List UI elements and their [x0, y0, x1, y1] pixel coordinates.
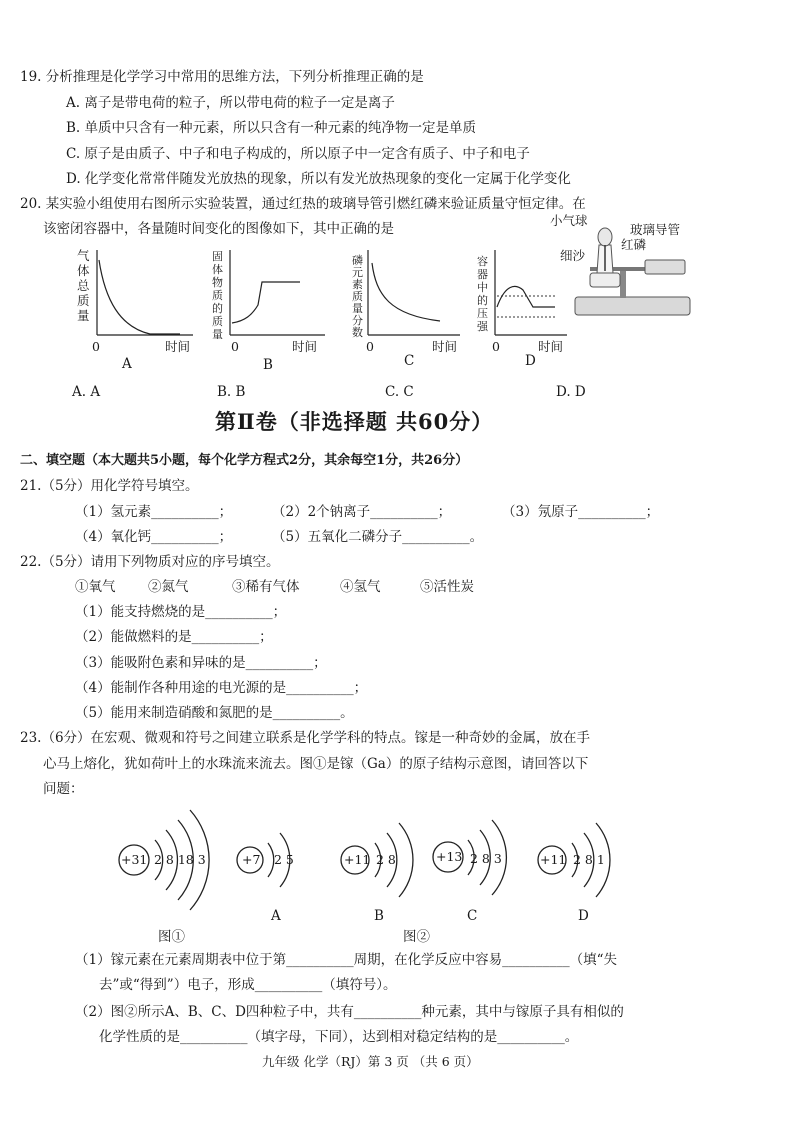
chart-b-letter: B — [263, 357, 273, 373]
atom-b-shells: 2 8 — [376, 852, 396, 867]
q23-sub1-line1: （1）镓元素在元素周期表中位于第__________周期，在化学反应中容易__________（填“失 — [75, 952, 617, 968]
q22-choice-2: ②氮气 — [148, 579, 189, 595]
atom-a-nucleus: +7 — [242, 852, 261, 867]
chart-d-xlabel: 时间 — [538, 339, 564, 354]
atom-b-letter: B — [374, 908, 384, 924]
q19-option-a: A. 离子是带电荷的粒子，所以带电荷的粒子一定是离子 — [66, 95, 395, 111]
q22-item2: （2）能做燃料的是__________； — [75, 629, 273, 645]
q22-choice-1: ①氧气 — [75, 579, 116, 595]
q23-stem-line2: 心马上熔化，犹如荷叶上的水珠流来流去。图①是镓（Ga）的原子结构示意图，请回答以下 — [43, 756, 589, 772]
q20-answer-b: B. B — [217, 384, 246, 400]
q22-choice-3: ③稀有气体 — [232, 579, 300, 595]
q21-item2: （2）2个钠离子__________； — [272, 504, 452, 520]
q19-option-b: B. 单质中只含有一种元素，所以只含有一种元素的纯净物一定是单质 — [66, 120, 477, 136]
atom-d-nucleus: +11 — [540, 852, 567, 867]
q21-item3: （3）氖原子__________； — [502, 504, 660, 520]
q21-item5: （5）五氧化二磷分子__________。 — [272, 529, 484, 545]
q21-item4: （4）氧化钙__________； — [75, 529, 233, 545]
part2-title: 第Ⅱ卷（非选择题 共60分） — [215, 409, 494, 434]
chart-a-ylabel: 气体总质量 — [77, 248, 90, 323]
chart-d-origin: 0 — [492, 339, 500, 354]
atom-a-shells: 2 5 — [274, 852, 294, 867]
q20-stem-line2: 该密闭容器中，各量随时间变化的图像如下，其中正确的是 — [43, 221, 394, 237]
q20-answer-c: C. C — [385, 384, 414, 400]
atom-d-letter: D — [578, 908, 589, 924]
fig2-caption: 图② — [403, 929, 430, 945]
chart-c-origin: 0 — [366, 339, 374, 354]
atom-ga-nucleus: +31 — [121, 852, 148, 867]
q22-choice-4: ④氢气 — [340, 579, 381, 595]
q23-stem-line3: 问题： — [43, 781, 84, 797]
q20-answer-d: D. D — [556, 384, 586, 400]
q20-stem-line1: 20. 某实验小组使用右图所示实验装置，通过红热的玻璃导管引燃红磷来验证质量守恒定律。在 — [20, 196, 586, 212]
chart-c-xlabel: 时间 — [432, 339, 458, 354]
chart-a-letter: A — [122, 356, 132, 372]
chart-a — [75, 245, 195, 345]
q21-item1: （1）氢元素__________； — [75, 504, 233, 520]
apparatus-label-balloon: 小气球 — [550, 213, 588, 228]
chart-b-origin: 0 — [231, 339, 239, 354]
chart-b — [210, 245, 330, 345]
atom-d-shells: 2 8 1 — [573, 852, 605, 867]
section2-heading: 二、填空题（本大题共5小题，每个化学方程式2分，其余每空1分，共26分） — [20, 453, 469, 468]
chart-d-ylabel: 容器中的压强 — [477, 255, 488, 333]
q23-sub2-line1: （2）图②所示A、B、C、D四种粒子中，共有__________种元素，其中与镓原子具有相似的 — [75, 1004, 624, 1020]
q22-item1: （1）能支持燃烧的是__________； — [75, 604, 287, 620]
q22-stem: 22.（5分）请用下列物质对应的序号填空。 — [20, 554, 280, 570]
page-footer: 九年级 化学（RJ）第 3 页 （共 6 页） — [262, 1054, 479, 1069]
q20-answer-a: A. A — [72, 384, 101, 400]
chart-d — [475, 245, 595, 345]
q23-stem-line1: 23.（6分）在宏观、微观和符号之间建立联系是化学学科的特点。镓是一种奇妙的金属，放在手 — [20, 730, 591, 746]
chart-a-xlabel: 时间 — [165, 339, 191, 354]
q22-item3: （3）能吸附色素和异味的是__________； — [75, 655, 327, 671]
atom-c-nucleus: +13 — [436, 849, 463, 864]
q22-item4: （4）能制作各种用途的电光源的是__________； — [75, 680, 368, 696]
atom-ga-shells: 2 8 18 3 — [154, 852, 206, 867]
apparatus-label-glass-tube: 玻璃导管 — [630, 222, 681, 237]
q19-stem: 19. 分析推理是化学学习中常用的思维方法，下列分析推理正确的是 — [20, 69, 424, 85]
chart-b-xlabel: 时间 — [292, 339, 318, 354]
chart-c-curve — [372, 263, 440, 321]
apparatus-label-red-phosphorus: 红磷 — [621, 237, 647, 252]
q19-option-c: C. 原子是由质子、中子和电子构成的，所以原子中一定含有质子、中子和电子 — [66, 146, 530, 162]
atom-b-nucleus: +11 — [344, 852, 371, 867]
atom-c-shells: 2 8 3 — [470, 851, 502, 866]
chart-c-letter: C — [404, 353, 415, 369]
q23-sub1-line2: 去”或“得到”）电子，形成__________（填符号）。 — [99, 977, 397, 993]
chart-d-letter: D — [525, 353, 536, 369]
chart-a-origin: 0 — [92, 339, 100, 354]
q19-option-d: D. 化学变化常常伴随发光放热的现象，所以有发光放热现象的变化一定属于化学变化 — [66, 171, 571, 187]
q22-choice-5: ⑤活性炭 — [420, 579, 474, 595]
q21-stem: 21.（5分）用化学符号填空。 — [20, 478, 199, 494]
atom-c-letter: C — [467, 908, 478, 924]
chart-d-curve — [497, 286, 555, 307]
atom-a-letter: A — [271, 908, 281, 924]
chart-b-ylabel: 固体物质的质量 — [212, 250, 223, 341]
q22-item5: （5）能用来制造硝酸和氮肥的是__________。 — [75, 705, 354, 721]
chart-b-curve — [232, 282, 300, 323]
apparatus-label-sand: 细沙 — [560, 248, 586, 263]
chart-a-curve — [99, 260, 180, 334]
fig1-caption: 图① — [158, 929, 185, 945]
q23-sub2-line2: 化学性质的是__________（填字母，下同），达到相对稳定结构的是__________。 — [99, 1029, 579, 1045]
chart-c — [350, 245, 470, 345]
chart-c-ylabel: 磷元素质量分数 — [352, 254, 363, 339]
